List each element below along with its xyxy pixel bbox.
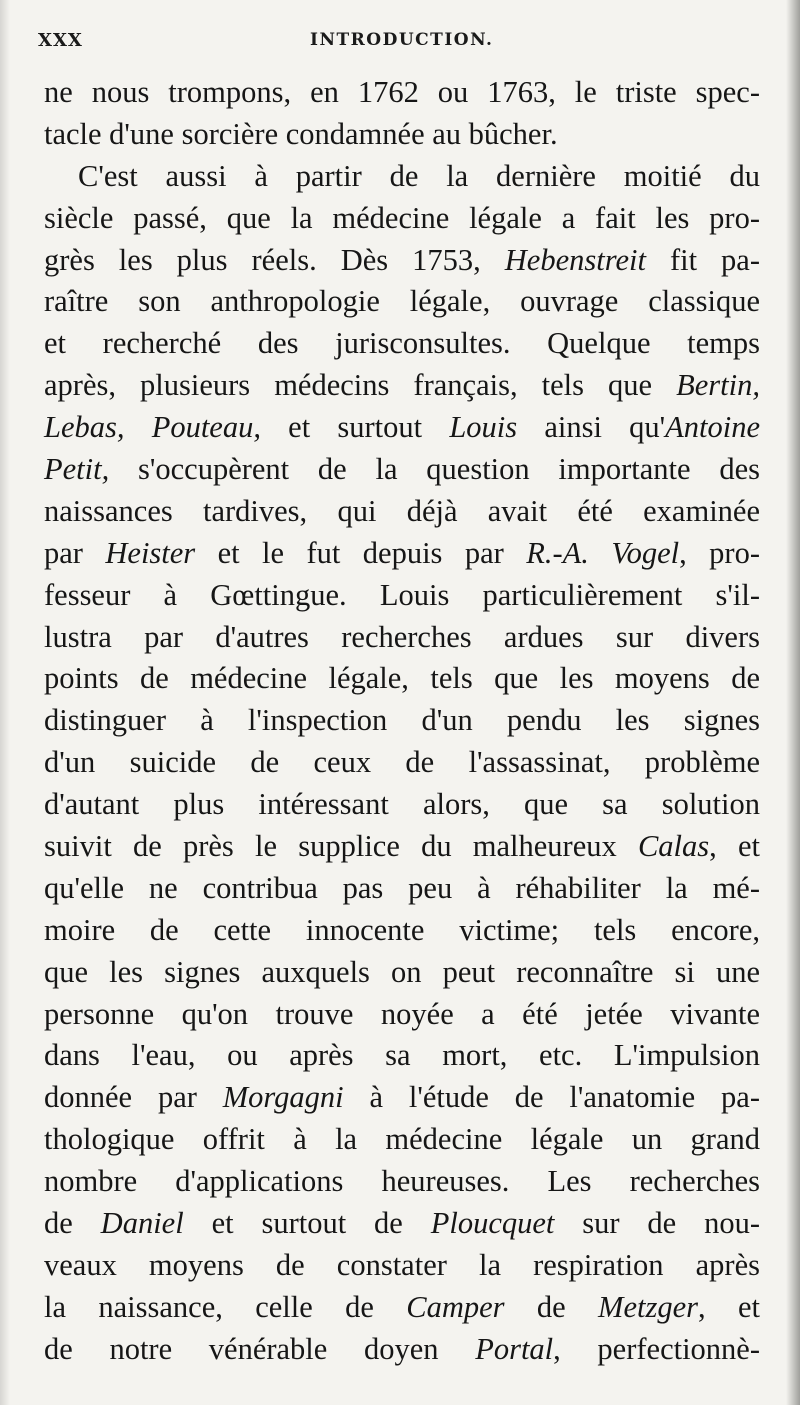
text-segment: la naissance, celle de [44, 1289, 407, 1324]
text-segment: siècle passé, que la médecine légale a fait les pro- [44, 200, 760, 235]
text-segment: points de médecine légale, tels que les moyens de [44, 661, 760, 696]
text-segment: donnée par [44, 1080, 223, 1115]
text-line [44, 1329, 760, 1371]
text-segment: raître son anthropologie légale, ouvrage classique [44, 284, 760, 319]
text-line [44, 1287, 760, 1329]
text-line [44, 868, 760, 910]
body-text [44, 72, 760, 1371]
text-line [44, 491, 760, 533]
text-line [44, 910, 760, 952]
text-segment: personne qu'on trouve noyée a été jetée vivante [44, 996, 760, 1031]
text-line [44, 952, 760, 994]
text-line [44, 742, 760, 784]
text-line [44, 1203, 760, 1245]
text-segment: ne nous trompons, en 1762 ou 1763, le triste spec- [44, 75, 760, 109]
text-line [44, 1035, 760, 1077]
text-segment: et le fut depuis par [195, 535, 527, 570]
page-gutter-shadow [0, 0, 10, 1405]
italic-name: Antoine [665, 410, 760, 445]
italic-name: Louis [449, 410, 518, 445]
text-line [44, 114, 760, 156]
text-segment: moire de cette innocente victime; tels encore, [44, 912, 760, 947]
text-line [44, 700, 760, 742]
italic-name: Petit, [44, 452, 110, 487]
italic-name: Lebas, Pouteau, [44, 410, 261, 445]
text-line [44, 198, 760, 240]
text-line [44, 72, 760, 114]
italic-name: Bertin, [676, 368, 760, 403]
text-segment: thologique offrit à la médecine légale un grand [44, 1122, 760, 1157]
text-line [44, 533, 760, 575]
text-line [44, 575, 760, 617]
text-segment: lustra par d'autres recherches ardues sur divers [44, 619, 760, 654]
text-line [44, 994, 760, 1036]
italic-name: Camper [406, 1289, 505, 1324]
text-segment: naissances tardives, qui déjà avait été examinée [44, 493, 760, 528]
text-line [44, 407, 760, 449]
text-segment: nombre d'applications heureuses. Les recherches [44, 1164, 760, 1199]
text-segment: après, plusieurs médecins français, tels que [44, 368, 677, 403]
running-head: INTRODUCTION. [310, 30, 494, 50]
text-segment: grès les plus réels. Dès 1753, [44, 242, 505, 277]
italic-name: Morgagni [222, 1080, 344, 1115]
text-segment: s'occupèrent de la question importante des [109, 452, 760, 487]
text-segment: et recherché des jurisconsultes. Quelque temps [44, 326, 760, 361]
text-segment: par [44, 535, 106, 570]
text-segment: et surtout [260, 410, 450, 445]
italic-name: Heister [105, 535, 196, 570]
text-line [44, 784, 760, 826]
text-segment: veaux moyens de constater la respiration après [44, 1247, 760, 1282]
text-segment: , perfectionnè- [553, 1331, 760, 1366]
italic-name: Hebenstreit [504, 242, 646, 277]
text-line [44, 658, 760, 700]
text-line [44, 1161, 760, 1203]
italic-name: Portal [475, 1331, 554, 1366]
italic-name: Daniel [100, 1206, 184, 1241]
text-segment: d'autant plus intéressant alors, que sa solution [44, 787, 760, 822]
italic-name: Calas [637, 829, 710, 864]
text-line [44, 240, 760, 282]
page-edge-shadow [786, 0, 800, 1405]
text-segment: distinguer à l'inspection d'un pendu les signes [44, 703, 760, 738]
text-segment: qu'elle ne contribua pas peu à réhabiliter la mé- [44, 870, 760, 905]
text-segment: de [504, 1289, 599, 1324]
text-segment: dans l'eau, ou après sa mort, etc. L'impulsion [44, 1038, 760, 1073]
text-segment: tacle d'une sorcière condamnée au bûcher. [44, 116, 558, 151]
text-line [44, 365, 760, 407]
page-header [38, 30, 768, 70]
text-segment: de notre vénérable doyen [44, 1331, 476, 1366]
text-segment: , et [709, 829, 760, 864]
page-number: XXX [38, 30, 83, 51]
text-line [44, 826, 760, 868]
italic-name: Ploucquet [430, 1206, 555, 1241]
text-line [44, 1077, 760, 1119]
text-segment: sur de nou- [554, 1206, 760, 1241]
text-segment: et surtout de [183, 1206, 431, 1241]
text-segment: que les signes auxquels on peut reconnaître si une [44, 954, 760, 989]
text-line [44, 617, 760, 659]
text-segment: de [44, 1206, 101, 1241]
italic-name: R.-A. Vogel [526, 535, 680, 570]
text-segment: d'un suicide de ceux de l'assassinat, problème [44, 745, 760, 780]
text-segment: fesseur à Gœttingue. Louis particulièrement s'il- [44, 577, 760, 612]
text-segment: fit pa- [645, 242, 760, 277]
text-segment: suivit de près le supplice du malheureux [44, 829, 638, 864]
text-segment: , et [698, 1289, 760, 1324]
text-line [44, 281, 760, 323]
italic-name: Metzger [598, 1289, 698, 1324]
text-line [44, 1119, 760, 1161]
text-line [44, 449, 760, 491]
text-segment: C'est aussi à partir de la dernière moitié du [78, 158, 760, 193]
text-segment: ainsi qu' [517, 410, 666, 445]
text-segment: à l'étude de l'anatomie pa- [343, 1080, 760, 1115]
text-line [44, 323, 760, 365]
text-line [44, 156, 760, 198]
text-line [44, 1245, 760, 1287]
text-segment: , pro- [679, 535, 760, 570]
